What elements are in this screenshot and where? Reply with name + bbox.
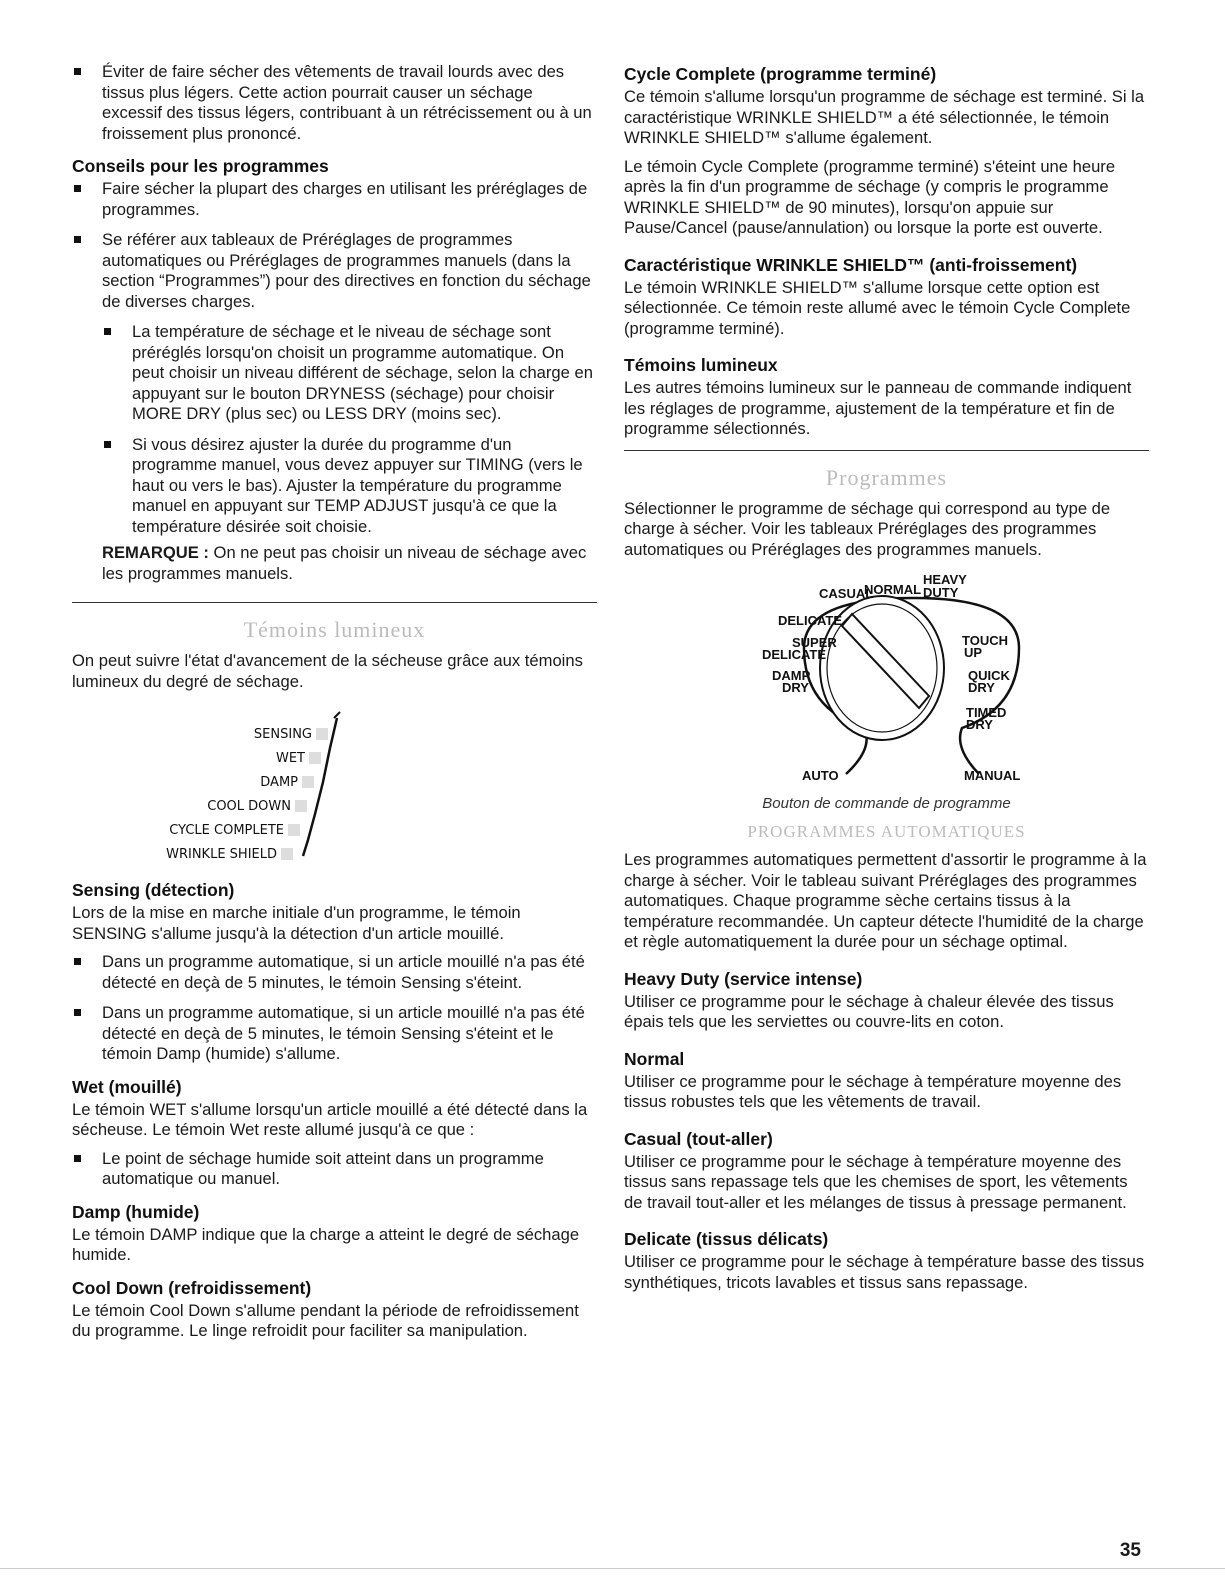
dial-label: AUTO [802, 768, 839, 783]
section-title-programs: Programmes [825, 464, 948, 490]
list-item: Éviter de faire sécher des vêtements de travail lourds avec des tissus plus légers. Cette action pourrait causer un séchage excessif des tissus légers, contribuant à un rétrécissement ou à un froissement plus prononcé. [72, 62, 597, 144]
cycle-complete-text-2: Le témoin Cycle Complete (programme terminé) s'éteint une heure après la fin d'un programme de séchage (y compris le programme WRINKLE SHIELD™ de 90 minutes), lorsqu'on appuie sur Pause/Cancel (pause/annulation) ou lorsque la porte est ouverte. [624, 156, 1116, 237]
dial-caption: Bouton de commande de programme [762, 795, 1011, 812]
dial-label: CASUAL [819, 586, 874, 601]
cool-down-heading: Cool Down (refroidissement) [72, 1277, 312, 1298]
normal-heading: Normal [624, 1048, 685, 1069]
heavy-duty-heading: Heavy Duty (service intense) [624, 968, 863, 989]
heavy-duty-text: Utiliser ce programme pour le séchage à chaleur élevée des tissus épais tels que les serviettes ou couvre-lits en coton. [624, 991, 1114, 1031]
lights-heading: Témoins lumineux [624, 355, 778, 375]
led-icon [288, 824, 300, 836]
list-item: Le point de séchage humide soit atteint dans un programme automatique ou manuel. [72, 1149, 597, 1190]
list-item [72, 230, 597, 537]
damp-text: Le témoin DAMP indique que la charge a atteint le degré de séchage humide. [72, 1224, 580, 1264]
indicator-label: WET [275, 751, 305, 766]
dial-label: TIMED [966, 705, 1007, 720]
dial-label: DRY [966, 717, 993, 732]
dial-label: UP [964, 645, 983, 660]
list-item: Si vous désirez ajuster la durée du programme d'un programme manuel, vous devez appuyer sur TIMING (vers le haut ou vers le bas). Ajuster la température du programme manuel en appuyant sur TEMP ADJUST jusqu'à ce que la température désirée soit choisie. [102, 435, 597, 538]
casual-text: Utiliser ce programme pour le séchage à température moyenne des tissus sans repassage tels que les chemises de sport, les vêtements de travail tout-aller et les mélanges de tissus à pressage permanent. [624, 1151, 1128, 1212]
dial-label: DELICATE [778, 613, 843, 628]
indicator-label: CYCLE COMPLETE [169, 823, 284, 838]
wet-list [72, 1149, 597, 1190]
list-item: Faire sécher la plupart des charges en utilisant les préréglages de programmes. [72, 179, 597, 220]
remark-text: On ne peut pas choisir un niveau de séchage avec les programmes manuels. [102, 543, 587, 583]
sensing-heading: Sensing (détection) [72, 880, 235, 900]
list-item: Dans un programme automatique, si un article mouillé n'a pas été détecté en deçà de 5 minutes, le témoin Sensing s'éteint et le témoin Damp (humide) s'allume. [72, 1003, 597, 1065]
casual-heading: Casual (tout-aller) [624, 1128, 773, 1149]
list-item: Dans un programme automatique, si un article mouillé n'a pas été détecté en deçà de 5 minutes, le témoin Sensing s'éteint. [72, 952, 597, 993]
led-icon [309, 752, 321, 764]
program-dial-diagram [624, 568, 1149, 793]
sensing-list [72, 952, 597, 1065]
sensing-text: Lors de la mise en marche initiale d'un programme, le témoin SENSING s'allume jusqu'à la détection d'un article mouillé. [72, 903, 521, 943]
page-number: 35 [1119, 1540, 1141, 1561]
remark [72, 543, 597, 584]
list-item-text: Se référer aux tableaux de Préréglages de programmes automatiques ou Préréglages de programmes manuels (dans la section “Programmes”) pour des directives en fonction du séchage de diverses charges. [102, 230, 591, 311]
remark-label: REMARQUE : [102, 543, 209, 562]
indicator-label: DAMP [260, 775, 298, 790]
indicator-label: SENSING [253, 727, 312, 742]
delicate-heading: Delicate (tissus délicats) [624, 1229, 829, 1249]
cool-down-text: Le témoin Cool Down s'allume pendant la période de refroidissement du programme. Le linge refroidit pour faciliter sa manipulation. [72, 1300, 579, 1340]
dial-label: MANUAL [964, 768, 1021, 783]
divider [624, 450, 1149, 451]
dial-label: DAMP [772, 668, 811, 683]
led-icon [295, 800, 307, 812]
dial-label: QUICK [968, 668, 1010, 683]
dial-label: SUPER [792, 635, 837, 650]
subtips-list [102, 322, 597, 537]
dial-label: DUTY [923, 585, 959, 600]
wrinkle-shield-text: Le témoin WRINKLE SHIELD™ s'allume lorsque cette option est sélectionnée. Ce témoin reste allumé avec le témoin Cycle Complete (programme terminé). [624, 277, 1131, 338]
dial-label: TOUCH [962, 633, 1008, 648]
bottom-rule [0, 1568, 1225, 1569]
indicator-panel-diagram [72, 700, 597, 860]
wrinkle-shield-heading: Caractéristique WRINKLE SHIELD™ (anti-froissement) [624, 254, 1078, 275]
led-icon [316, 728, 328, 740]
intro-list [72, 62, 597, 144]
cycle-complete-heading: Cycle Complete (programme terminé) [624, 64, 937, 84]
list-item: La température de séchage et le niveau de séchage sont préréglés lorsqu'on choisit un programme automatique. On peut choisir un niveau différent de séchage, selon la charge en appuyant sur le bouton DRYNESS (séchage) pour choisir MORE DRY (plus sec) ou LESS DRY (moins sec). [102, 322, 597, 425]
dial-label: NORMAL [864, 582, 922, 597]
dial-label: DRY [968, 680, 995, 695]
cycle-complete-text: Ce témoin s'allume lorsqu'un programme de séchage est terminé. Si la caractéristique WRINKLE SHIELD™ a été sélectionnée, le témoin WRINKLE SHIELD™ s'allume également. [624, 87, 1145, 147]
indicators-intro: On peut suivre l'état d'avancement de la sécheuse grâce aux témoins lumineux du degré de séchage. [72, 651, 583, 691]
panel-edge-top [334, 712, 340, 718]
wet-text: Le témoin WET s'allume lorsqu'un article mouillé a été détecté dans la sécheuse. Le témoin Wet reste allumé jusqu'à ce que : [72, 1099, 588, 1139]
dial-label: HEAVY [923, 572, 967, 587]
programs-intro: Sélectionner le programme de séchage qui correspond au type de charge à sécher. Voir les tableaux Préréglages des programmes automatiques ou Préréglages des programmes manuels. [624, 498, 1111, 559]
wet-heading: Wet (mouillé) [72, 1076, 182, 1097]
led-icon [281, 848, 293, 860]
dial-label: DELICATE [762, 647, 827, 662]
dial-label: DRY [782, 680, 809, 695]
right-column [624, 62, 1149, 1301]
damp-heading: Damp (humide) [72, 1201, 200, 1222]
tips-list [72, 179, 597, 537]
auto-programs-title: PROGRAMMES AUTOMATIQUES [747, 822, 1026, 841]
indicator-label: WRINKLE SHIELD [166, 847, 277, 860]
divider [72, 602, 597, 603]
normal-text: Utiliser ce programme pour le séchage à température moyenne des tissus robustes tels que les vêtements de travail. [624, 1071, 1122, 1111]
tips-heading: Conseils pour les programmes [72, 156, 329, 176]
left-column [72, 62, 597, 1350]
auto-programs-text: Les programmes automatiques permettent d'assortir le programme à la charge à sécher. Voir le tableau suivant Préréglages des programmes automatiques. Chaque programme sèche certains tissus à la température recommandée. Un capteur détecte l'humidité de la charge et règle automatiquement la durée pour un séchage optimal. [624, 850, 1147, 951]
section-title-indicators: Témoins lumineux [243, 617, 426, 642]
lights-text: Les autres témoins lumineux sur le panneau de commande indiquent les réglages de programme, ajustement de la température et fin de programme sélectionnés. [624, 378, 1132, 438]
led-icon [302, 776, 314, 788]
indicator-label: COOL DOWN [207, 799, 291, 814]
delicate-text: Utiliser ce programme pour le séchage à température basse des tissus synthétiques, tricots lavables et tissus sans repassage. [624, 1252, 1145, 1292]
